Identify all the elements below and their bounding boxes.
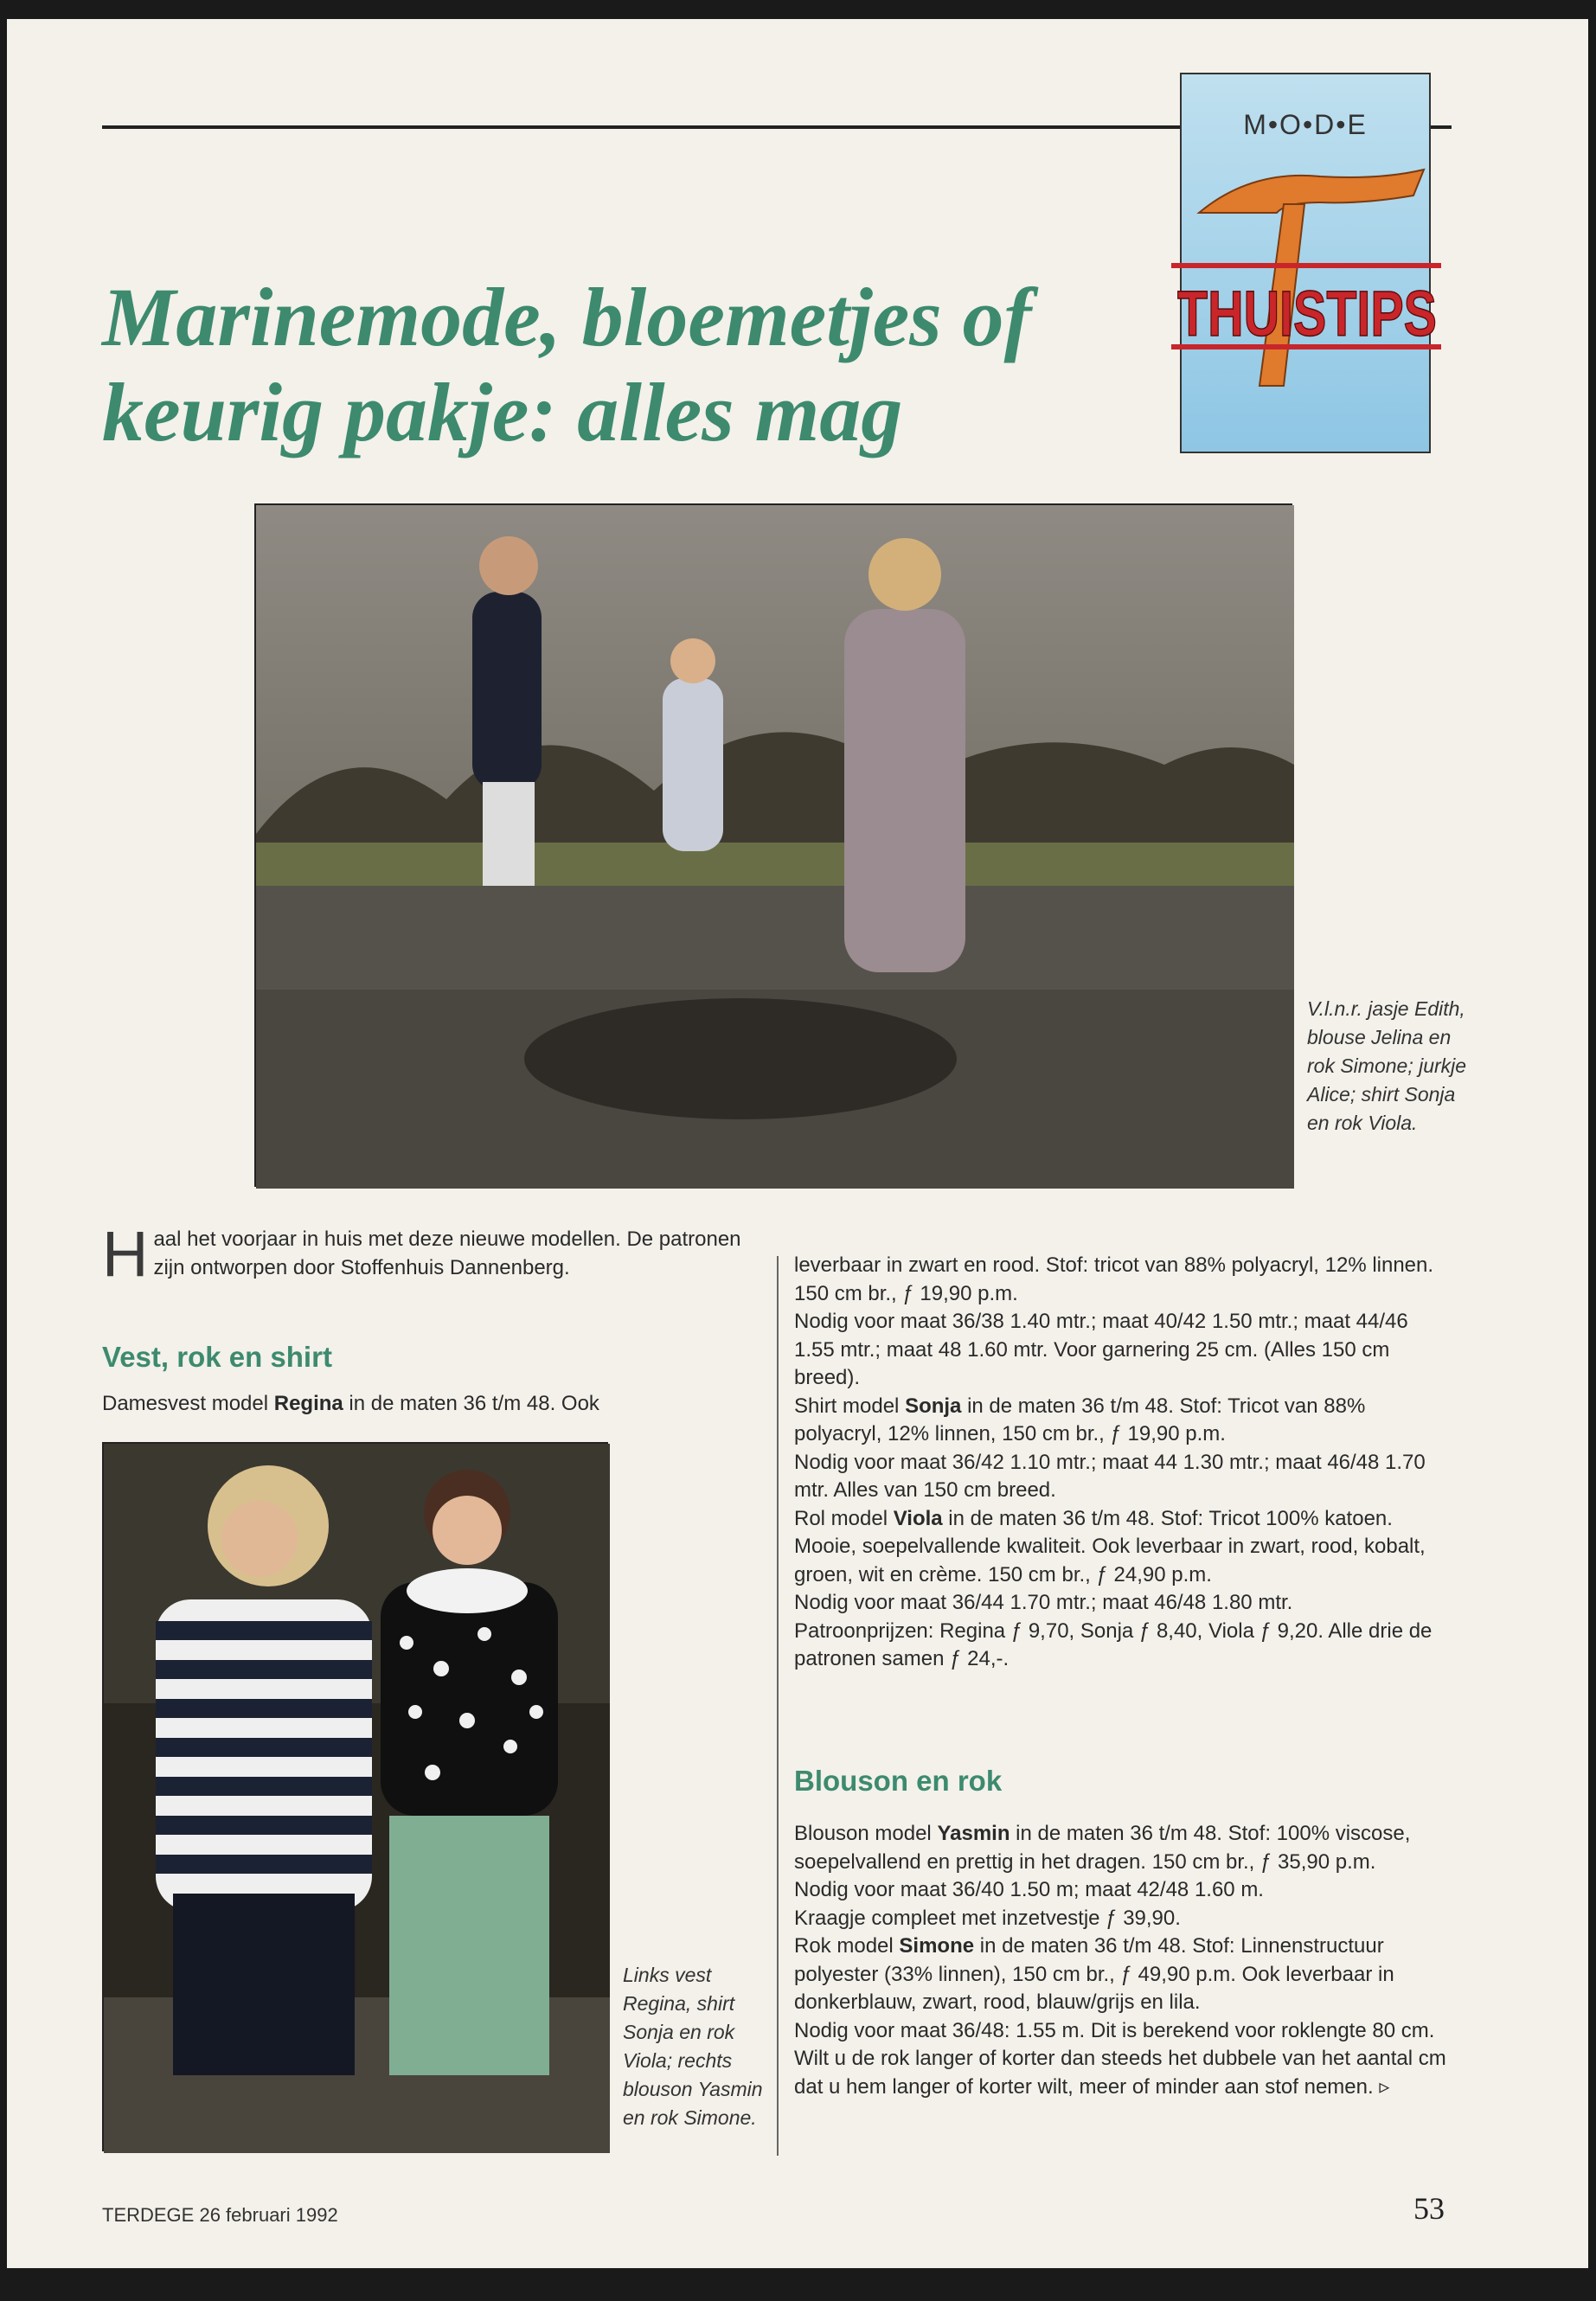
photo2-caption: Links vest Regina, shirt Sonja en rok Viola; rechts blouson Yasmin en rok Simone. bbox=[623, 1964, 763, 2129]
logo-title: THUISTIPS bbox=[1177, 278, 1437, 349]
photo-two-models bbox=[102, 1442, 608, 2151]
intro-text: aal het voorjaar in huis met deze nieuwe modellen. De patronen zijn ontworpen door Stoffenhuis Dannenberg. bbox=[153, 1227, 741, 1279]
collar-price: Kraagje compleet met inzetvestje ƒ 39,90. bbox=[794, 1906, 1181, 1930]
magazine-page bbox=[7, 19, 1588, 2268]
section-heading-vest: Vest, rok en shirt bbox=[102, 1341, 332, 1373]
model-regina: Regina bbox=[273, 1392, 343, 1415]
mode-label: M•O•D•E bbox=[1243, 109, 1368, 140]
simone-amounts: Nodig voor maat 36/48: 1.55 m. Dit is berekend voor roklengte 80 cm. Wilt u de rok langer of korter dan steeds het dubbele van het aantal cm dat u hem langer of korter wilt, meer of minder aan stof nemen. ▹ bbox=[794, 2018, 1446, 2099]
viola-post: in de maten 36 t/m 48. Stof: Tricot 100% katoen. Mooie, soepelvallende kwaliteit. Ook leverbaar in zwart, rood, kobalt, groen, wit en crème. 150 cm br., ƒ 24,90 p.m. bbox=[794, 1506, 1426, 1586]
model-viola: Viola bbox=[893, 1506, 943, 1530]
column-divider bbox=[777, 1256, 779, 2156]
pattern-prices: Patroonprijzen: Regina ƒ 9,70, Sonja ƒ 8,40, Viola ƒ 9,20. Alle drie de patronen samen ƒ 24,-. bbox=[794, 1618, 1433, 1670]
sonja-post: in de maten 36 t/m 48. Stof: Tricot van 88% polyacryl, 12% linnen, 150 cm br., ƒ 19,90 p.m. bbox=[794, 1394, 1366, 1445]
simone-pre: Rok model bbox=[794, 1934, 900, 1958]
right-column-top bbox=[794, 1252, 1452, 1674]
intro-paragraph bbox=[102, 1218, 742, 1290]
model-yasmin: Yasmin bbox=[937, 1822, 1010, 1845]
regina-details: leverbaar in zwart en rood. Stof: tricot van 88% polyacryl, 12% linnen. 150 cm br., ƒ 19,90 p.m. bbox=[794, 1253, 1434, 1305]
regina-lead-rest: in de maten 36 t/m 48. Ook bbox=[343, 1392, 599, 1415]
viola-details bbox=[794, 1505, 1452, 1590]
publication-footer: TERDEGE 26 februari 1992 bbox=[102, 2204, 338, 2226]
page-number: 53 bbox=[1413, 2191, 1445, 2226]
viola-pre: Rol model bbox=[794, 1506, 894, 1530]
sonja-amounts: Nodig voor maat 36/42 1.10 mtr.; maat 44 1.30 mtr.; maat 46/48 1.70 mtr. Alles van 150 cm breed. bbox=[794, 1450, 1426, 1502]
regina-amounts: Nodig voor maat 36/38 1.40 mtr.; maat 40/42 1.50 mtr.; maat 44/46 1.55 mtr.; maat 48 1.60 mtr. Voor garnering 25 cm. (Alles 150 cm breed). bbox=[794, 1310, 1408, 1389]
simone-post: in de maten 36 t/m 48. Stof: Linnenstructuur polyester (33% linnen), 150 cm br., ƒ 49,90 p.m. Ook leverbaar in donkerblauw, zwart, rood, blauw/grijs en lila. bbox=[794, 1934, 1394, 2014]
section-heading-blouson: Blouson en rok bbox=[794, 1765, 1003, 1797]
sonja-details bbox=[794, 1393, 1452, 1449]
drop-cap: H bbox=[102, 1218, 149, 1290]
model-sonja: Sonja bbox=[905, 1394, 962, 1418]
simone-details bbox=[794, 1932, 1452, 2017]
regina-intro bbox=[102, 1390, 751, 1419]
logo-graphic bbox=[1177, 74, 1437, 455]
yasmin-post: in de maten 36 t/m 48. Stof: 100% viscose, soepelvallend en prettig in het dragen. 150 cm br., ƒ 35,90 p.m. bbox=[794, 1822, 1411, 1874]
article-headline: Marinemode, bloemetjes of keurig pakje: alles mag bbox=[102, 271, 1032, 458]
photo1-caption: V.l.n.r. jasje Edith, blouse Jelina en rok Simone; jurkje Alice; shirt Sonja en rok Viola. bbox=[1307, 997, 1467, 1134]
regina-lead: Damesvest model bbox=[102, 1392, 274, 1415]
thuistips-logo bbox=[1177, 73, 1437, 453]
sonja-pre: Shirt model bbox=[794, 1394, 906, 1418]
yasmin-pre: Blouson model bbox=[794, 1822, 938, 1845]
yasmin-amounts: Nodig voor maat 36/40 1.50 m; maat 42/48 1.60 m. bbox=[794, 1878, 1264, 1901]
right-column-bottom bbox=[794, 1820, 1452, 2101]
photo-three-models bbox=[254, 503, 1292, 1187]
yasmin-details bbox=[794, 1820, 1452, 1876]
model-simone: Simone bbox=[899, 1934, 975, 1958]
viola-amounts: Nodig voor maat 36/44 1.70 mtr.; maat 46/48 1.80 mtr. bbox=[794, 1591, 1293, 1614]
